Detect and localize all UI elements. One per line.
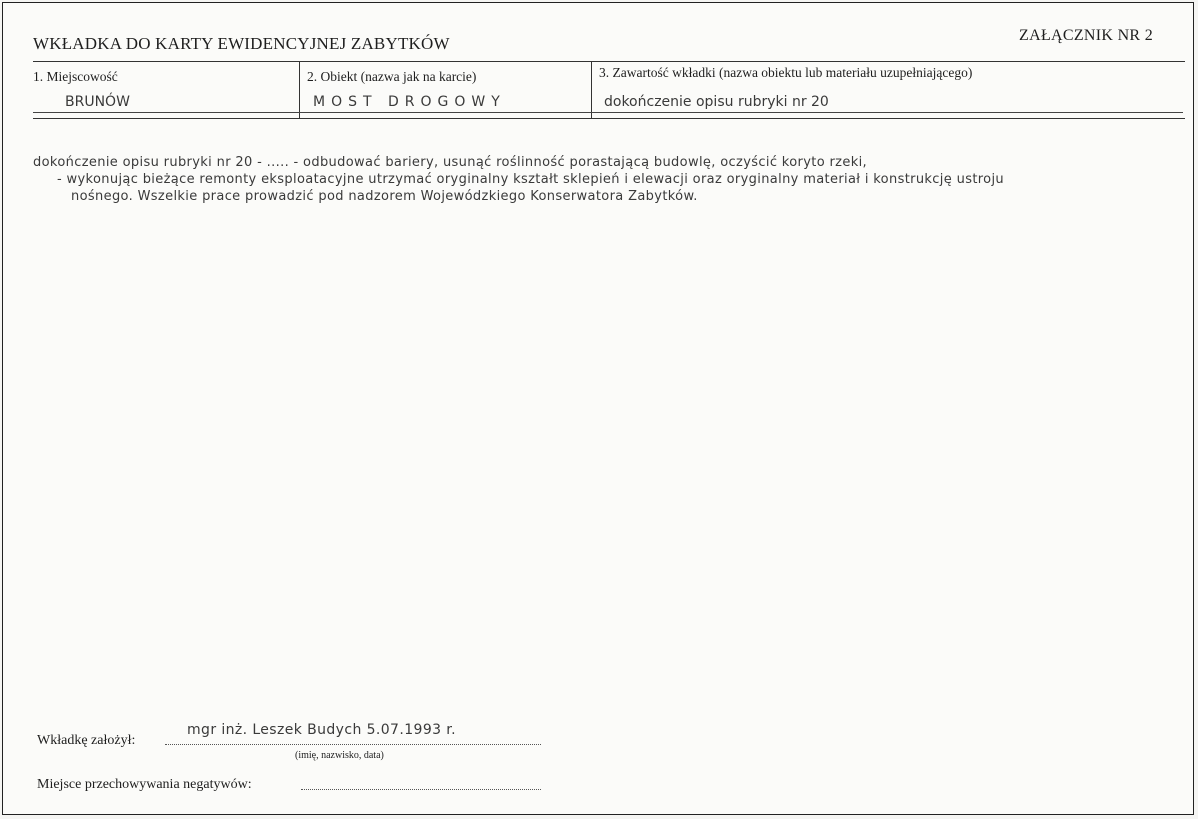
- body-line-1: dokończenie opisu rubryki nr 20 - ..... - odbudować bariery, usunąć roślinność porastającą budowlę, oczyścić koryto rzeki,: [33, 155, 868, 170]
- field-divider-2: [591, 61, 592, 119]
- document-card: [2, 2, 1194, 815]
- field-value-rule: [33, 112, 1183, 113]
- field-divider-1: [299, 61, 300, 119]
- field-content-value: dokończenie opisu rubryki nr 20: [604, 94, 829, 110]
- negatives-dotted-line: [301, 789, 541, 790]
- founder-value: mgr inż. Leszek Budych 5.07.1993 r.: [187, 722, 457, 738]
- field-place-value: BRUNÓW: [65, 94, 130, 110]
- body-line-3: nośnego. Wszelkie prace prowadzić pod nadzorem Wojewódzkiego Konserwatora Zabytków.: [71, 189, 698, 204]
- header-rule-top: [33, 61, 1185, 62]
- founder-dotted-line: [165, 744, 541, 745]
- body-text: [33, 154, 1183, 205]
- founder-caption: (imię, nazwisko, data): [295, 750, 384, 761]
- negatives-label: Miejsce przechowywania negatywów:: [37, 777, 252, 792]
- body-line-2: - wykonując bieżące remonty eksploatacyjne utrzymać oryginalny kształt sklepień i elewacji oraz oryginalny materiał i konstrukcję ustroju: [57, 172, 1005, 187]
- header-rule-bottom: [33, 118, 1185, 119]
- field-place-label: 1. Miejscowość: [33, 69, 118, 84]
- founder-label: Wkładkę założył:: [37, 733, 136, 748]
- field-object-value: MOST DROGOWY: [313, 94, 506, 110]
- annex-label: ZAŁĄCZNIK NR 2: [1019, 27, 1153, 44]
- field-object-label: 2. Obiekt (nazwa jak na karcie): [307, 69, 477, 84]
- field-content-label: 3. Zawartość wkładki (nazwa obiektu lub materiału uzupełniającego): [599, 65, 973, 80]
- document-title: WKŁADKA DO KARTY EWIDENCYJNEJ ZABYTKÓW: [33, 34, 450, 53]
